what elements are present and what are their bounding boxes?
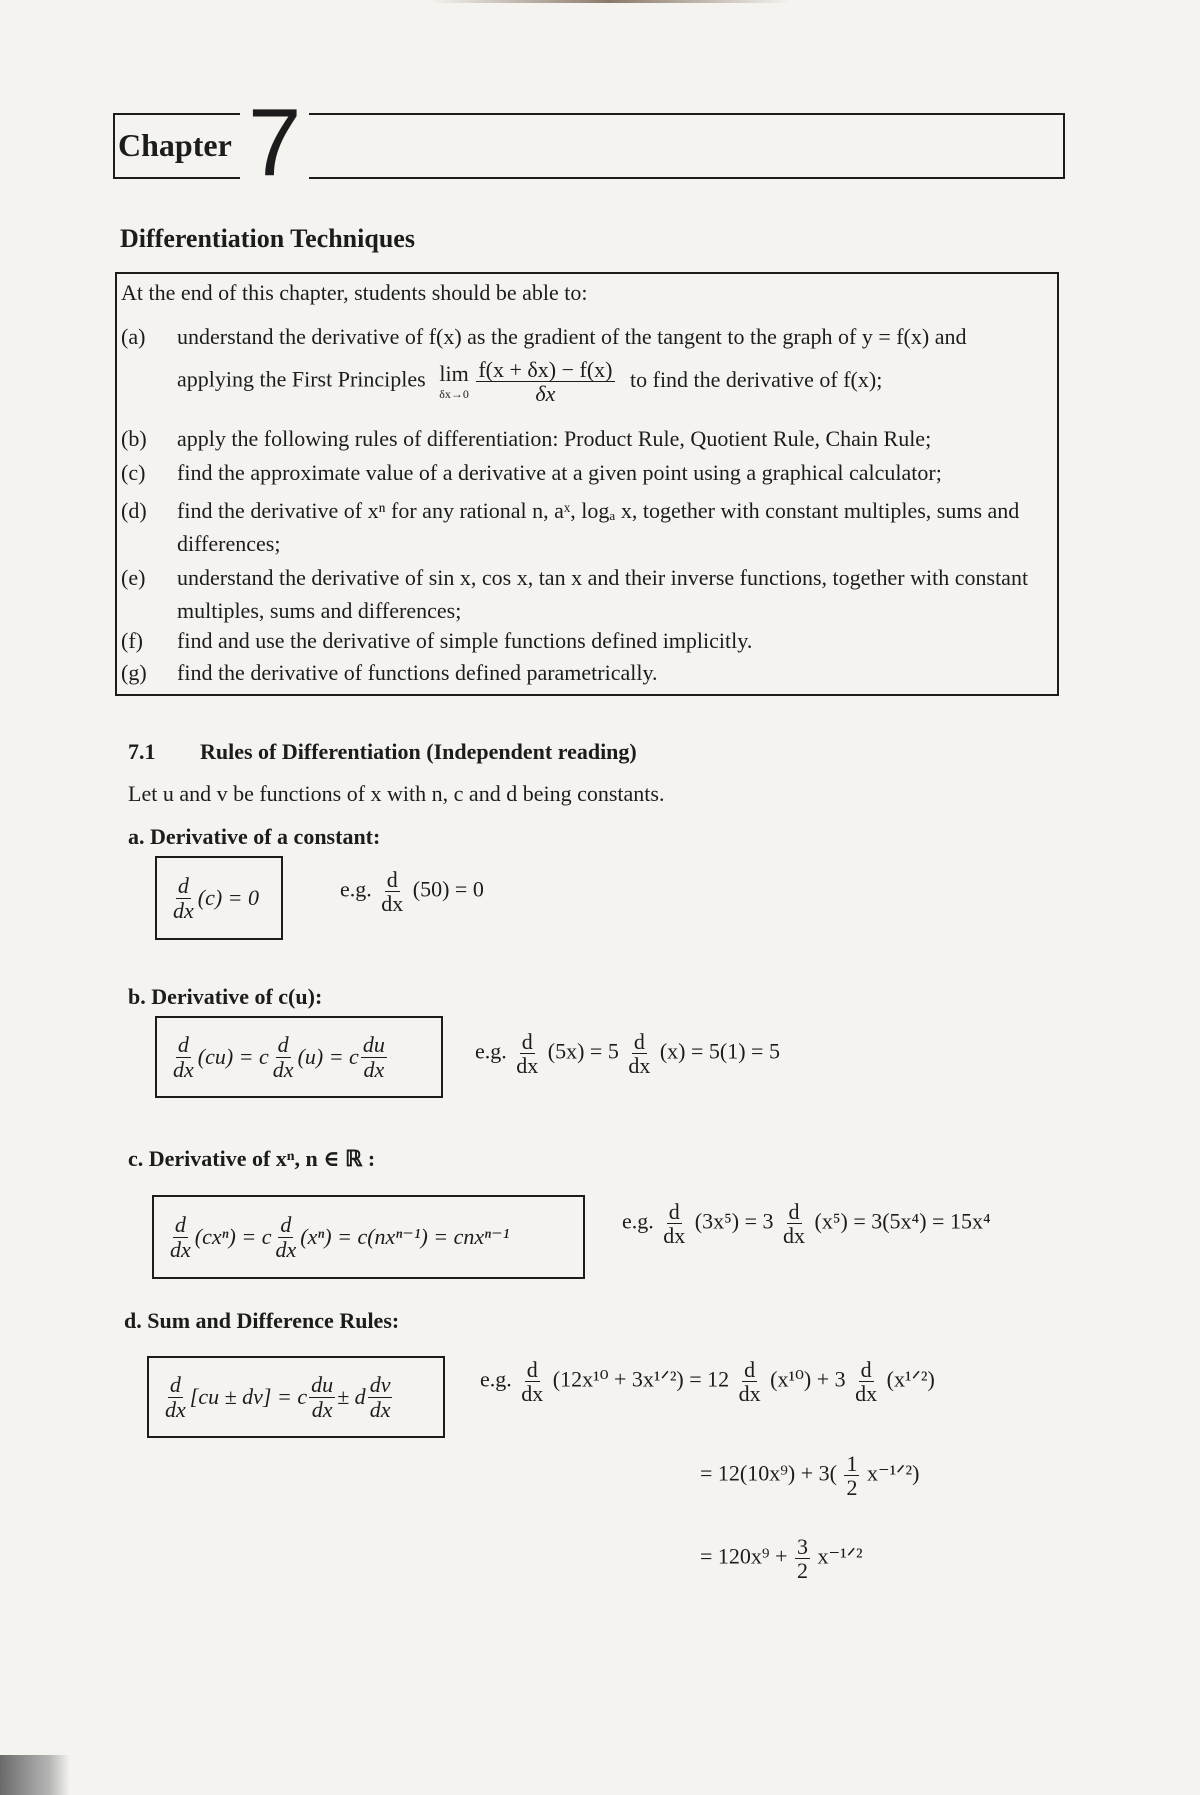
dx-symbol: dx <box>272 1056 294 1082</box>
rule-c-part: (xⁿ) = c(nxⁿ⁻¹) = cnxⁿ⁻¹ <box>300 1224 510 1249</box>
rule-d-box <box>147 1356 445 1438</box>
rule-c-example-part: (3x⁵) = 3 <box>694 1208 774 1234</box>
page-top-shadow <box>430 0 790 3</box>
d-symbol: d <box>633 1029 645 1054</box>
objective-text: find the derivative of functions defined parametrically. <box>177 660 658 685</box>
rule-a-example <box>340 868 484 915</box>
rule-b-heading: b. Derivative of c(u): <box>128 984 323 1009</box>
dx-symbol: dx <box>170 1236 191 1262</box>
rule-b-example <box>475 1030 780 1077</box>
objective-a-line2 <box>177 358 1047 405</box>
d-symbol: d <box>177 873 189 899</box>
rule-b-example-part: (x) = 5(1) = 5 <box>659 1038 780 1064</box>
dx-symbol: dx <box>275 1236 297 1262</box>
rule-d-heading: d. Sum and Difference Rules: <box>124 1308 400 1333</box>
rule-c-box <box>152 1195 585 1279</box>
step2-part: x⁻¹ᐟ²) <box>866 1460 920 1486</box>
dx-symbol: dx <box>369 1396 391 1422</box>
eg-label: e.g. <box>480 1366 512 1392</box>
eg-label: e.g. <box>622 1208 654 1234</box>
fraction-numerator: 1 <box>846 1451 858 1476</box>
rule-b-part: (u) = c <box>297 1044 359 1069</box>
du-symbol: du <box>311 1372 334 1398</box>
objective-text: understand the derivative of f(x) as the gradient of the tangent to the graph of y = f(x) and <box>177 324 967 349</box>
fraction-denominator: 2 <box>846 1475 858 1501</box>
dx-symbol: dx <box>311 1396 333 1422</box>
rule-a-box <box>155 856 283 940</box>
dx-symbol: dx <box>738 1381 761 1407</box>
objective-text: apply the following rules of differentiation: Product Rule, Quotient Rule, Chain Rule; <box>177 426 932 451</box>
rule-d-step2 <box>700 1452 919 1499</box>
d-symbol: d <box>280 1212 292 1238</box>
d-symbol: d <box>521 1029 533 1054</box>
dx-symbol: dx <box>628 1053 651 1079</box>
dx-symbol: dx <box>663 1223 686 1249</box>
du-symbol: du <box>362 1032 385 1058</box>
rule-b-part: (cu) = c <box>197 1044 269 1069</box>
limit-numerator: f(x + δx) − f(x) <box>478 357 613 382</box>
step2-part: = 12(10x⁹) + 3( <box>700 1460 837 1486</box>
rule-d-example-part: (x¹⁰) + 3 <box>770 1366 846 1392</box>
rule-b-box <box>155 1016 443 1098</box>
dx-symbol: dx <box>165 1396 186 1422</box>
chapter-number: 7 <box>240 95 309 191</box>
dx-symbol: dx <box>783 1223 805 1249</box>
limit-symbol: lim <box>439 361 469 387</box>
rule-d-part: ± d <box>337 1384 366 1409</box>
rule-d-example-part: (12x¹⁰ + 3x¹ᐟ²) = 12 <box>552 1366 730 1392</box>
dx-symbol: dx <box>855 1381 878 1407</box>
dx-symbol: dx <box>173 897 194 923</box>
dx-symbol: dx <box>516 1053 539 1079</box>
page-corner-shadow <box>0 1755 70 1795</box>
d-symbol: d <box>526 1357 538 1382</box>
rule-d-part: [cu ± dv] = c <box>189 1384 308 1409</box>
objective-label: (b) <box>121 426 147 451</box>
dx-symbol: dx <box>381 891 404 917</box>
objective-label: (f) <box>121 628 143 653</box>
objective-text: find the derivative of xⁿ for any rational n, aˣ, logₐ x, together with constant multiples, sums and differences; <box>177 498 1020 556</box>
step3-part: = 120x⁹ + <box>700 1543 788 1569</box>
objective-label: (g) <box>121 660 147 685</box>
section-number: 7.1 <box>128 739 156 764</box>
rule-c-part: (cxⁿ) = c <box>194 1224 272 1249</box>
rule-a-heading: a. Derivative of a constant: <box>128 824 381 849</box>
rule-d-example <box>480 1358 935 1405</box>
dx-symbol: dx <box>363 1056 385 1082</box>
d-symbol: d <box>277 1032 289 1058</box>
objective-label: (e) <box>121 565 146 590</box>
rule-d-step3 <box>700 1535 863 1582</box>
limit-denominator: δx <box>535 381 556 407</box>
section-intro: Let u and v be functions of x with n, c and d being constants. <box>128 781 665 806</box>
d-symbol: d <box>177 1032 189 1058</box>
d-symbol: d <box>860 1357 872 1382</box>
d-symbol: d <box>668 1199 680 1224</box>
step3-part: x⁻¹ᐟ² <box>817 1543 863 1569</box>
objective-label: (c) <box>121 460 146 485</box>
objective-label: (d) <box>121 498 147 523</box>
eg-label: e.g. <box>340 876 372 902</box>
rule-a-example-formula: (50) = 0 <box>412 876 484 902</box>
rule-c-example <box>622 1200 991 1247</box>
chapter-title: Differentiation Techniques <box>120 224 415 253</box>
first-principles-text: applying the First Principles <box>177 366 426 392</box>
eg-label: e.g. <box>475 1038 507 1064</box>
fraction-denominator: 2 <box>796 1558 808 1584</box>
dv-symbol: dv <box>369 1372 391 1398</box>
d-symbol: d <box>744 1357 756 1382</box>
chapter-label: Chapter <box>118 127 232 163</box>
objective-text: understand the derivative of sin x, cos x, tan x and their inverse functions, together with constant multiples, sums and differences; <box>177 565 1029 623</box>
rule-c-heading: c. Derivative of xⁿ, n ∈ ℝ : <box>128 1146 376 1171</box>
objectives-intro: At the end of this chapter, students should be able to: <box>121 280 588 305</box>
rule-c-example-part: (x⁵) = 3(5x⁴) = 15x⁴ <box>814 1208 991 1234</box>
first-principles-tail: to find the derivative of f(x); <box>630 366 883 392</box>
objective-text: find the approximate value of a derivative at a given point using a graphical calculator; <box>177 460 942 485</box>
objective-text: find and use the derivative of simple functions defined implicitly. <box>177 628 753 653</box>
dx-symbol: dx <box>173 1056 194 1082</box>
d-symbol: d <box>174 1212 186 1238</box>
limit-subscript: δx→0 <box>439 387 469 402</box>
rule-d-example-part: (x¹ᐟ²) <box>886 1366 935 1392</box>
objectives-box <box>115 272 1059 696</box>
objective-label: (a) <box>121 324 146 349</box>
rule-a-formula: (c) = 0 <box>197 885 260 910</box>
d-symbol: d <box>386 867 398 892</box>
d-symbol: d <box>169 1372 181 1398</box>
d-symbol: d <box>788 1199 800 1224</box>
section-heading: Rules of Differentiation (Independent reading) <box>200 739 637 764</box>
dx-symbol: dx <box>521 1381 544 1407</box>
fraction-numerator: 3 <box>796 1534 808 1559</box>
rule-b-example-part: (5x) = 5 <box>547 1038 619 1064</box>
